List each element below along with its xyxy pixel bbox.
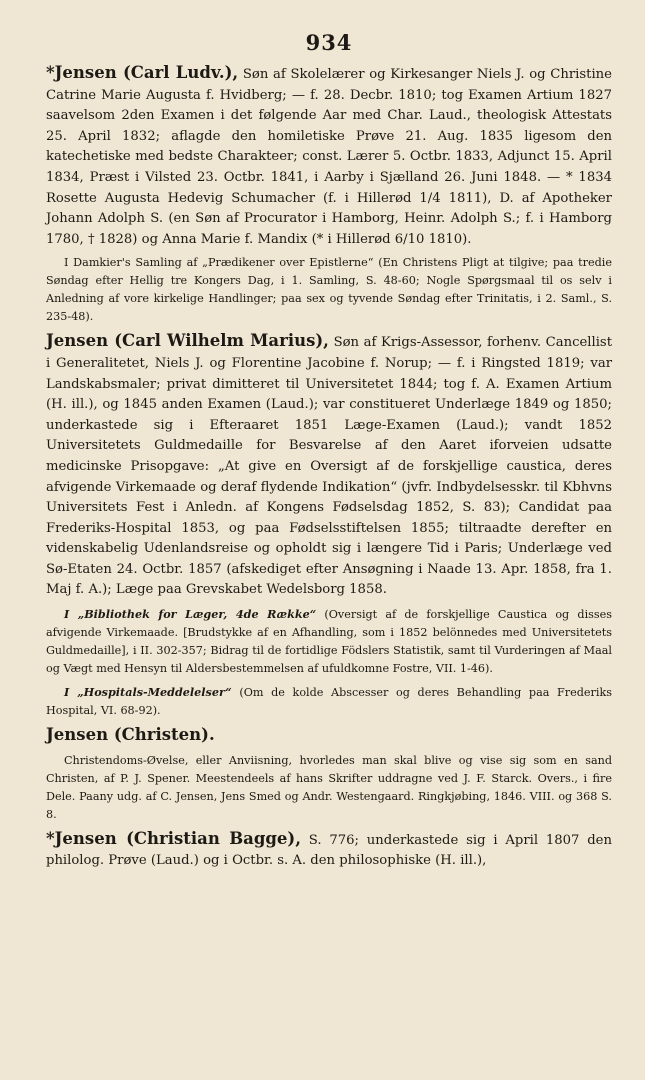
- entry-note: [46, 683, 612, 720]
- note-lead: I „Bibliothek for Læger, 4de Række“: [64, 607, 317, 622]
- entry-body: Søn af Skolelærer og Kirkesanger Niels J. og Christine Catrine Marie Augusta f. Hvidberg; — f. 28. Decbr. 1810; tog Examen Artium 1827 saavelsom 2den Examen i det følgende Aar med Char. Laud., theologisk Attestats 25. April 1832; aflagde den homiletiske Prøve 21. Aug. 1835 ligesom den katechetiske med bedste Charakteer; const. Lærer 5. Octbr. 1833, Adjunct 15. April 1834, Præst i Vilsted 23. Octbr. 1841, i Aarby i Sjælland 26. Juni 1848. — * 1834 Rosette Augusta Hedevig Schumacher (f. i Hillerød 1/4 1811), D. af Apotheker Johann Adolph S. (en Søn af Procurator i Hamborg, Heinr. Adolph S.; f. i Hamborg 1780, † 1828) og Anna Marie f. Mandix (* i Hillerød 6/10 1810).: [46, 67, 612, 247]
- entry-jensen-christian-bagge: [46, 829, 612, 872]
- entry-note: [46, 254, 612, 326]
- entry-jensen-carl-wilhelm-marius: [46, 331, 612, 601]
- entry-note: [46, 752, 612, 824]
- note-body: I Damkier's Samling af „Prædikener over Epistlerne“ (En Christens Pligt at tilgive; paa tredie Søndag efter Hellig tre Kongers Dag, i 1. Samling, S. 48-60; Nogle Spørgsmaal til os selv i Anledning af vore kirkelige Handlinger; paa sex og tyvende Søndag efter Trinitatis, i 2. Saml., S. 235-48).: [46, 256, 612, 324]
- page-number: 934: [305, 30, 353, 55]
- note-body: Christendoms-Øvelse, eller Anviisning, hvorledes man skal blive og vise sig som en sand Christen, af P. J. Spener. Meestendeels af hans Skrifter uddragne ved J. F. Starck. Overs., i fire Dele. Paany udg. af C. Jensen, Jens Smed og Andr. Westengaard. Ringkjøbing, 1846. VIII. og 368 S. 8.: [46, 753, 612, 821]
- entry-headword: Jensen (Carl Wilhelm Marius),: [46, 331, 329, 351]
- entry-headword: Jensen (Christen).: [46, 725, 215, 745]
- entry-note: [46, 605, 612, 678]
- entry-jensen-carl-ludv: [46, 63, 612, 250]
- entry-body: S. 776; underkastede sig i April 1807 den philolog. Prøve (Laud.) og i Octbr. s. A. den philosophiske (H. ill.),: [46, 832, 612, 869]
- note-body: (Oversigt af de forskjellige Caustica og disses afvigende Virkemaade. [Brudstykke af en Afhandling, som i 1852 belönnedes med Universitetets Guldmedaille], i II. 302-357; Bidrag til de fortidlige Födslers Statistik, samt til Vurderingen af Maal og Vægt med Hensyn til Aldersbestemmelsen af ufuldkomne Fostre, VII. 1-46).: [46, 608, 612, 676]
- entry-headword: *Jensen (Christian Bagge),: [46, 828, 301, 848]
- entry-headword: *Jensen (Carl Ludv.),: [46, 63, 239, 82]
- entry-jensen-christen: [46, 725, 612, 748]
- note-lead: I „Hospitals-Meddelelser“: [64, 685, 232, 700]
- entry-body: Søn af Krigs-Assessor, forhenv. Cancellist i Generalitetet, Niels J. og Florentine Jacobine f. Norup; — f. i Ringsted 1819; var Landskabsmaler; privat dimitteret til Universitetet 1844; tog f. A. Examen Artium (H. ill.), og 1845 anden Examen (Laud.); var constitueret Underlæge 1849 og 1850; underkastede sig i Efteraaret 1851 Læge-Examen (Laud.); vandt 1852 Universitetets Guldmedaille for Besvarelse af den Aaret iforveien udsatte medicinske Prisopgave: „At give en Oversigt af de forskjellige caustica, deres afvigende Virkemaade og deraf flydende Indikation“ (jvfr. Indbydelsesskr. til Kbhvns Universitets Fest i Anledn. af Kongens Fødselsdag 1852, S. 83); Candidat paa Frederiks-Hospital 1853, og paa Fødselsstiftelsen 1855; tiltraadte derefter en videnskabelig Udenlandsreise og opholdt sig i længere Tid i Paris; Underlæge ved Sø-Etaten 24. Octbr. 1857 (afskediget efter Ansøgning i Naade 13. Apr. 1858, fra 1. Maj f. A.); Læge paa Grevskabet Wedelsborg 1858.: [46, 335, 612, 598]
- note-body: (Om de kolde Abscesser og deres Behandling paa Frederiks Hospital, VI. 68-92).: [46, 686, 612, 718]
